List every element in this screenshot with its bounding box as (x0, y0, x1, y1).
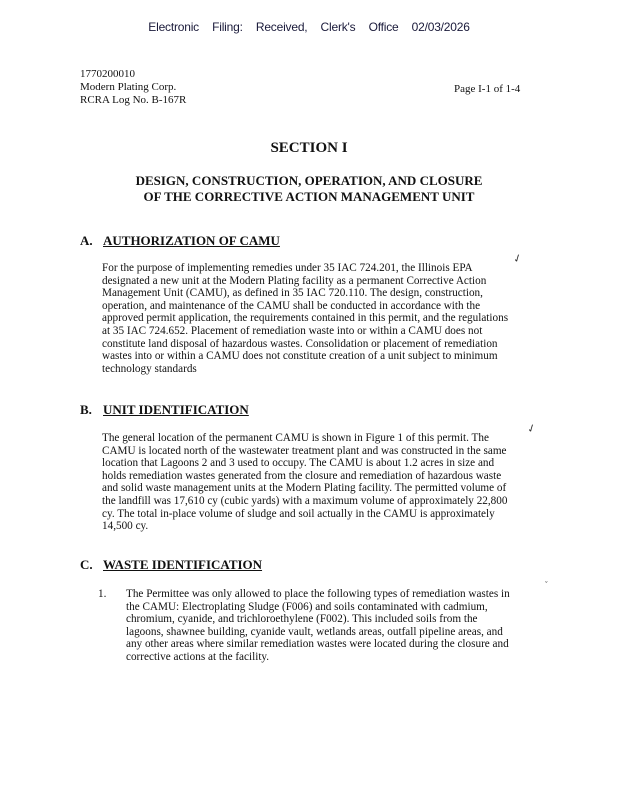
text-line: For the purpose of implementing remedies under 35 IAC 724.201, the Illinois EPA (102, 262, 473, 274)
section-subtitle-line1: DESIGN, CONSTRUCTION, OPERATION, AND CLOSURE (135, 173, 483, 188)
list-item-number: 1. (98, 588, 107, 600)
heading-waste-identification (80, 557, 262, 573)
text-line: holds remediation wastes generated from the closure and remediation of hazardous waste (102, 469, 502, 482)
heading-authorization (80, 233, 280, 249)
text-line: designated a new unit at the Modern Plating facility as a permanent Corrective Action (102, 274, 487, 287)
facility-id: 1770200010 (80, 68, 135, 80)
heading-text: AUTHORIZATION OF CAMU (103, 233, 280, 248)
text-line: 14,500 cy. (102, 520, 149, 533)
text-line: CAMU is located north of the wastewater treatment plant and was constructed in the same (102, 444, 507, 457)
checkmark-icon: ˇ (545, 580, 548, 589)
text-line: location that Lagoons 2 and 3 used to occupy. The CAMU is about 1.2 acres in size and (102, 457, 495, 470)
text-line: the CAMU: Electroplating Sludge (F006) and soils contaminated with cadmium, (126, 600, 488, 613)
page-number: Page I-1 of 1-4 (454, 83, 521, 95)
text-line: The Permittee was only allowed to place the following types of remediation wastes in (126, 588, 510, 600)
text-line: chromium, cyanide, and trichloroethylene (F002). This included soils from the (126, 613, 478, 626)
text-line: any other areas where similar remediation wastes were located during the closure and (126, 638, 509, 651)
text-line: lagoons, shawnee building, cyanide vault, wetlands areas, outfall pipeline areas, and (126, 625, 503, 638)
heading-unit-identification (80, 402, 249, 418)
log-number: RCRA Log No. B-167R (80, 94, 187, 106)
section-title: SECTION I (270, 140, 348, 156)
facility-name: Modern Plating Corp. (80, 81, 177, 93)
text-line: at 35 IAC 724.652. Placement of remediation waste into or within a CAMU does not (102, 324, 483, 337)
paragraph-authorization (102, 262, 508, 375)
text-line: The general location of the permanent CAMU is shown in Figure 1 of this permit. The (102, 432, 489, 444)
text-line: operation, and maintenance of the CAMU shall be conducted in accordance with the (102, 299, 481, 312)
paragraph-waste-identification (126, 588, 510, 664)
text-line: the landfill was 17,610 cy (cubic yards) with a maximum volume of approximately 22,800 (102, 494, 508, 507)
text-line: wastes into or within a CAMU does not constitute creation of a unit subject to minimum (102, 350, 498, 363)
checkmark-icon: ✓ (525, 421, 539, 437)
text-line: technology standards (102, 362, 197, 375)
text-line: corrective actions at the facility. (126, 650, 270, 663)
filing-stamp: Electronic Filing: Received, Clerk's Office 02/03/2026 (148, 20, 470, 34)
document-header-left (80, 68, 186, 107)
text-line: Management Unit (CAMU), as defined in 35 IAC 720.110. The design, construction, (102, 287, 483, 300)
text-line: constitute land disposal of hazardous wastes. Consolidation or placement of remediation (102, 337, 498, 350)
heading-text: UNIT IDENTIFICATION (103, 402, 249, 417)
heading-letter: B. (80, 402, 92, 417)
text-line: approved permit application, the requirements contained in this permit, and the regulations (102, 312, 509, 325)
text-line: cy. The total in-place volume of sludge and soil actually in the CAMU is approximately (102, 507, 495, 520)
checkmark-icon: ✓ (511, 251, 525, 267)
heading-letter: A. (80, 233, 93, 248)
heading-letter: C. (80, 557, 93, 572)
section-subtitle-line2: OF THE CORRECTIVE ACTION MANAGEMENT UNIT (143, 189, 475, 204)
paragraph-unit-identification (102, 432, 507, 533)
text-line: and solid waste management units at the Modern Plating facility. The permitted volume of (102, 482, 507, 495)
heading-text: WASTE IDENTIFICATION (103, 557, 263, 572)
